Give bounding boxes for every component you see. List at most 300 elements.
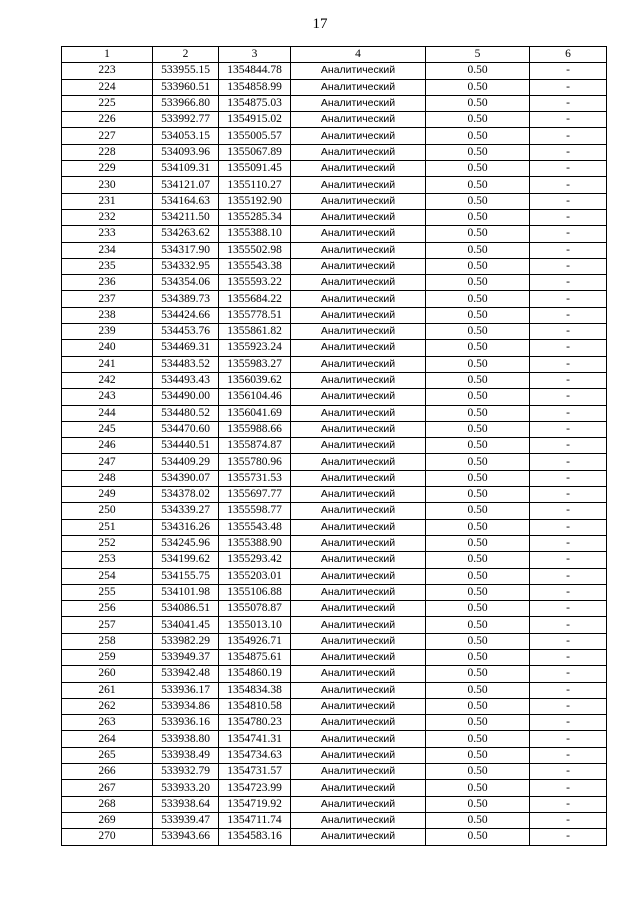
table-row xyxy=(62,356,607,372)
point-number-cell: 226 xyxy=(62,112,153,128)
point-number-cell: 267 xyxy=(62,780,153,796)
point-number-cell: 227 xyxy=(62,128,153,144)
method-cell: Аналитический xyxy=(291,95,426,111)
description-cell: - xyxy=(530,454,607,470)
x-coordinate-cell: 533939.47 xyxy=(153,812,219,828)
method-cell: Аналитический xyxy=(291,829,426,845)
point-number-cell: 236 xyxy=(62,275,153,291)
y-coordinate-cell: 1355388.10 xyxy=(219,226,291,242)
x-coordinate-cell: 534109.31 xyxy=(153,161,219,177)
x-coordinate-cell: 534339.27 xyxy=(153,503,219,519)
accuracy-cell: 0.50 xyxy=(426,112,530,128)
accuracy-cell: 0.50 xyxy=(426,307,530,323)
y-coordinate-cell: 1355067.89 xyxy=(219,144,291,160)
point-number-cell: 240 xyxy=(62,340,153,356)
table-row xyxy=(62,552,607,568)
x-coordinate-cell: 534101.98 xyxy=(153,584,219,600)
description-cell: - xyxy=(530,682,607,698)
point-number-cell: 261 xyxy=(62,682,153,698)
method-cell: Аналитический xyxy=(291,503,426,519)
y-coordinate-cell: 1355106.88 xyxy=(219,584,291,600)
accuracy-cell: 0.50 xyxy=(426,209,530,225)
description-cell: - xyxy=(530,177,607,193)
description-cell: - xyxy=(530,503,607,519)
table-row xyxy=(62,519,607,535)
method-cell: Аналитический xyxy=(291,63,426,79)
x-coordinate-cell: 533982.29 xyxy=(153,633,219,649)
y-coordinate-cell: 1355502.98 xyxy=(219,242,291,258)
point-number-cell: 270 xyxy=(62,829,153,845)
y-coordinate-cell: 1355091.45 xyxy=(219,161,291,177)
column-header-6: 6 xyxy=(530,47,607,63)
x-coordinate-cell: 534493.43 xyxy=(153,372,219,388)
table-row xyxy=(62,389,607,405)
accuracy-cell: 0.50 xyxy=(426,682,530,698)
method-cell: Аналитический xyxy=(291,519,426,535)
table-row xyxy=(62,633,607,649)
description-cell: - xyxy=(530,209,607,225)
y-coordinate-cell: 1354858.99 xyxy=(219,79,291,95)
x-coordinate-cell: 533934.86 xyxy=(153,698,219,714)
description-cell: - xyxy=(530,519,607,535)
point-number-cell: 253 xyxy=(62,552,153,568)
table-row xyxy=(62,324,607,340)
description-cell: - xyxy=(530,698,607,714)
method-cell: Аналитический xyxy=(291,226,426,242)
x-coordinate-cell: 534332.95 xyxy=(153,258,219,274)
method-cell: Аналитический xyxy=(291,258,426,274)
accuracy-cell: 0.50 xyxy=(426,519,530,535)
y-coordinate-cell: 1355110.27 xyxy=(219,177,291,193)
x-coordinate-cell: 534093.96 xyxy=(153,144,219,160)
x-coordinate-cell: 534316.26 xyxy=(153,519,219,535)
y-coordinate-cell: 1355983.27 xyxy=(219,356,291,372)
table-row xyxy=(62,275,607,291)
description-cell: - xyxy=(530,258,607,274)
y-coordinate-cell: 1354583.16 xyxy=(219,829,291,845)
y-coordinate-cell: 1354810.58 xyxy=(219,698,291,714)
table-row xyxy=(62,226,607,242)
method-cell: Аналитический xyxy=(291,731,426,747)
y-coordinate-cell: 1355684.22 xyxy=(219,291,291,307)
y-coordinate-cell: 1354734.63 xyxy=(219,747,291,763)
table-row xyxy=(62,747,607,763)
method-cell: Аналитический xyxy=(291,812,426,828)
x-coordinate-cell: 533936.16 xyxy=(153,715,219,731)
method-cell: Аналитический xyxy=(291,242,426,258)
x-coordinate-cell: 533942.48 xyxy=(153,666,219,682)
y-coordinate-cell: 1354834.38 xyxy=(219,682,291,698)
method-cell: Аналитический xyxy=(291,340,426,356)
method-cell: Аналитический xyxy=(291,682,426,698)
accuracy-cell: 0.50 xyxy=(426,552,530,568)
x-coordinate-cell: 534453.76 xyxy=(153,324,219,340)
y-coordinate-cell: 1354731.57 xyxy=(219,764,291,780)
accuracy-cell: 0.50 xyxy=(426,535,530,551)
y-coordinate-cell: 1355593.22 xyxy=(219,275,291,291)
description-cell: - xyxy=(530,584,607,600)
table-row xyxy=(62,470,607,486)
method-cell: Аналитический xyxy=(291,112,426,128)
point-number-cell: 245 xyxy=(62,421,153,437)
y-coordinate-cell: 1355285.34 xyxy=(219,209,291,225)
description-cell: - xyxy=(530,356,607,372)
point-number-cell: 249 xyxy=(62,487,153,503)
x-coordinate-cell: 534440.51 xyxy=(153,438,219,454)
y-coordinate-cell: 1354711.74 xyxy=(219,812,291,828)
y-coordinate-cell: 1354860.19 xyxy=(219,666,291,682)
point-number-cell: 242 xyxy=(62,372,153,388)
method-cell: Аналитический xyxy=(291,209,426,225)
x-coordinate-cell: 534470.60 xyxy=(153,421,219,437)
method-cell: Аналитический xyxy=(291,666,426,682)
description-cell: - xyxy=(530,128,607,144)
accuracy-cell: 0.50 xyxy=(426,242,530,258)
accuracy-cell: 0.50 xyxy=(426,487,530,503)
description-cell: - xyxy=(530,438,607,454)
table-row xyxy=(62,79,607,95)
x-coordinate-cell: 534354.06 xyxy=(153,275,219,291)
x-coordinate-cell: 533938.49 xyxy=(153,747,219,763)
table-row xyxy=(62,438,607,454)
method-cell: Аналитический xyxy=(291,79,426,95)
y-coordinate-cell: 1355203.01 xyxy=(219,568,291,584)
method-cell: Аналитический xyxy=(291,177,426,193)
accuracy-cell: 0.50 xyxy=(426,275,530,291)
column-header-1: 1 xyxy=(62,47,153,63)
method-cell: Аналитический xyxy=(291,405,426,421)
description-cell: - xyxy=(530,79,607,95)
point-number-cell: 234 xyxy=(62,242,153,258)
description-cell: - xyxy=(530,405,607,421)
x-coordinate-cell: 534245.96 xyxy=(153,535,219,551)
accuracy-cell: 0.50 xyxy=(426,389,530,405)
method-cell: Аналитический xyxy=(291,633,426,649)
accuracy-cell: 0.50 xyxy=(426,470,530,486)
method-cell: Аналитический xyxy=(291,372,426,388)
table-row xyxy=(62,405,607,421)
description-cell: - xyxy=(530,829,607,845)
table-row xyxy=(62,535,607,551)
accuracy-cell: 0.50 xyxy=(426,454,530,470)
y-coordinate-cell: 1355988.66 xyxy=(219,421,291,437)
table-row xyxy=(62,242,607,258)
point-number-cell: 225 xyxy=(62,95,153,111)
accuracy-cell: 0.50 xyxy=(426,666,530,682)
table-row xyxy=(62,601,607,617)
description-cell: - xyxy=(530,649,607,665)
accuracy-cell: 0.50 xyxy=(426,568,530,584)
table-row xyxy=(62,649,607,665)
point-number-cell: 223 xyxy=(62,63,153,79)
y-coordinate-cell: 1355293.42 xyxy=(219,552,291,568)
y-coordinate-cell: 1355861.82 xyxy=(219,324,291,340)
point-number-cell: 238 xyxy=(62,307,153,323)
table-row xyxy=(62,796,607,812)
point-number-cell: 258 xyxy=(62,633,153,649)
description-cell: - xyxy=(530,340,607,356)
method-cell: Аналитический xyxy=(291,535,426,551)
point-number-cell: 269 xyxy=(62,812,153,828)
x-coordinate-cell: 534424.66 xyxy=(153,307,219,323)
point-number-cell: 230 xyxy=(62,177,153,193)
x-coordinate-cell: 534490.00 xyxy=(153,389,219,405)
x-coordinate-cell: 533943.66 xyxy=(153,829,219,845)
point-number-cell: 237 xyxy=(62,291,153,307)
method-cell: Аналитический xyxy=(291,552,426,568)
point-number-cell: 247 xyxy=(62,454,153,470)
point-number-cell: 251 xyxy=(62,519,153,535)
method-cell: Аналитический xyxy=(291,780,426,796)
point-number-cell: 268 xyxy=(62,796,153,812)
description-cell: - xyxy=(530,470,607,486)
description-cell: - xyxy=(530,63,607,79)
description-cell: - xyxy=(530,193,607,209)
point-number-cell: 254 xyxy=(62,568,153,584)
table-row xyxy=(62,340,607,356)
point-number-cell: 265 xyxy=(62,747,153,763)
y-coordinate-cell: 1354844.78 xyxy=(219,63,291,79)
x-coordinate-cell: 534164.63 xyxy=(153,193,219,209)
table-row xyxy=(62,372,607,388)
point-number-cell: 260 xyxy=(62,666,153,682)
x-coordinate-cell: 534390.07 xyxy=(153,470,219,486)
description-cell: - xyxy=(530,112,607,128)
accuracy-cell: 0.50 xyxy=(426,584,530,600)
method-cell: Аналитический xyxy=(291,454,426,470)
x-coordinate-cell: 533932.79 xyxy=(153,764,219,780)
y-coordinate-cell: 1354875.61 xyxy=(219,649,291,665)
accuracy-cell: 0.50 xyxy=(426,601,530,617)
point-number-cell: 256 xyxy=(62,601,153,617)
x-coordinate-cell: 534053.15 xyxy=(153,128,219,144)
column-header-4: 4 xyxy=(291,47,426,63)
y-coordinate-cell: 1355731.53 xyxy=(219,470,291,486)
accuracy-cell: 0.50 xyxy=(426,829,530,845)
x-coordinate-cell: 534378.02 xyxy=(153,487,219,503)
point-number-cell: 266 xyxy=(62,764,153,780)
method-cell: Аналитический xyxy=(291,356,426,372)
description-cell: - xyxy=(530,421,607,437)
accuracy-cell: 0.50 xyxy=(426,421,530,437)
description-cell: - xyxy=(530,275,607,291)
accuracy-cell: 0.50 xyxy=(426,796,530,812)
accuracy-cell: 0.50 xyxy=(426,161,530,177)
accuracy-cell: 0.50 xyxy=(426,95,530,111)
accuracy-cell: 0.50 xyxy=(426,63,530,79)
description-cell: - xyxy=(530,161,607,177)
accuracy-cell: 0.50 xyxy=(426,649,530,665)
y-coordinate-cell: 1355005.57 xyxy=(219,128,291,144)
point-number-cell: 246 xyxy=(62,438,153,454)
description-cell: - xyxy=(530,226,607,242)
accuracy-cell: 0.50 xyxy=(426,715,530,731)
description-cell: - xyxy=(530,666,607,682)
point-number-cell: 241 xyxy=(62,356,153,372)
point-number-cell: 239 xyxy=(62,324,153,340)
header-row xyxy=(62,47,607,63)
table-row xyxy=(62,258,607,274)
y-coordinate-cell: 1355778.51 xyxy=(219,307,291,323)
y-coordinate-cell: 1355874.87 xyxy=(219,438,291,454)
y-coordinate-cell: 1355697.77 xyxy=(219,487,291,503)
description-cell: - xyxy=(530,633,607,649)
accuracy-cell: 0.50 xyxy=(426,291,530,307)
table-row xyxy=(62,617,607,633)
method-cell: Аналитический xyxy=(291,324,426,340)
x-coordinate-cell: 533933.20 xyxy=(153,780,219,796)
table-row xyxy=(62,63,607,79)
x-coordinate-cell: 533938.80 xyxy=(153,731,219,747)
table-header xyxy=(62,47,607,63)
accuracy-cell: 0.50 xyxy=(426,372,530,388)
method-cell: Аналитический xyxy=(291,568,426,584)
x-coordinate-cell: 534483.52 xyxy=(153,356,219,372)
description-cell: - xyxy=(530,144,607,160)
point-number-cell: 252 xyxy=(62,535,153,551)
table-row xyxy=(62,682,607,698)
table-row xyxy=(62,584,607,600)
x-coordinate-cell: 533936.17 xyxy=(153,682,219,698)
table-body xyxy=(62,63,607,845)
table-row xyxy=(62,128,607,144)
point-number-cell: 244 xyxy=(62,405,153,421)
description-cell: - xyxy=(530,780,607,796)
table-row xyxy=(62,487,607,503)
method-cell: Аналитический xyxy=(291,796,426,812)
description-cell: - xyxy=(530,812,607,828)
method-cell: Аналитический xyxy=(291,715,426,731)
table-row xyxy=(62,715,607,731)
y-coordinate-cell: 1355598.77 xyxy=(219,503,291,519)
description-cell: - xyxy=(530,307,607,323)
method-cell: Аналитический xyxy=(291,487,426,503)
y-coordinate-cell: 1354780.23 xyxy=(219,715,291,731)
accuracy-cell: 0.50 xyxy=(426,747,530,763)
accuracy-cell: 0.50 xyxy=(426,764,530,780)
accuracy-cell: 0.50 xyxy=(426,617,530,633)
description-cell: - xyxy=(530,291,607,307)
description-cell: - xyxy=(530,731,607,747)
y-coordinate-cell: 1355543.38 xyxy=(219,258,291,274)
method-cell: Аналитический xyxy=(291,291,426,307)
method-cell: Аналитический xyxy=(291,421,426,437)
table-row xyxy=(62,307,607,323)
accuracy-cell: 0.50 xyxy=(426,731,530,747)
accuracy-cell: 0.50 xyxy=(426,340,530,356)
y-coordinate-cell: 1354723.99 xyxy=(219,780,291,796)
accuracy-cell: 0.50 xyxy=(426,79,530,95)
point-number-cell: 232 xyxy=(62,209,153,225)
column-header-5: 5 xyxy=(426,47,530,63)
column-header-3: 3 xyxy=(219,47,291,63)
point-number-cell: 228 xyxy=(62,144,153,160)
table-row xyxy=(62,454,607,470)
point-number-cell: 248 xyxy=(62,470,153,486)
description-cell: - xyxy=(530,568,607,584)
description-cell: - xyxy=(530,535,607,551)
point-number-cell: 224 xyxy=(62,79,153,95)
point-number-cell: 263 xyxy=(62,715,153,731)
point-number-cell: 255 xyxy=(62,584,153,600)
x-coordinate-cell: 533992.77 xyxy=(153,112,219,128)
point-number-cell: 257 xyxy=(62,617,153,633)
accuracy-cell: 0.50 xyxy=(426,324,530,340)
y-coordinate-cell: 1354915.02 xyxy=(219,112,291,128)
x-coordinate-cell: 534211.50 xyxy=(153,209,219,225)
table-row xyxy=(62,177,607,193)
method-cell: Аналитический xyxy=(291,747,426,763)
x-coordinate-cell: 534199.62 xyxy=(153,552,219,568)
description-cell: - xyxy=(530,715,607,731)
point-number-cell: 229 xyxy=(62,161,153,177)
x-coordinate-cell: 533966.80 xyxy=(153,95,219,111)
x-coordinate-cell: 534121.07 xyxy=(153,177,219,193)
method-cell: Аналитический xyxy=(291,307,426,323)
x-coordinate-cell: 534409.29 xyxy=(153,454,219,470)
x-coordinate-cell: 534389.73 xyxy=(153,291,219,307)
table-row xyxy=(62,421,607,437)
page-number: 17 xyxy=(312,16,328,32)
description-cell: - xyxy=(530,242,607,258)
point-number-cell: 250 xyxy=(62,503,153,519)
accuracy-cell: 0.50 xyxy=(426,698,530,714)
table-row xyxy=(62,731,607,747)
table-row xyxy=(62,291,607,307)
description-cell: - xyxy=(530,747,607,763)
table-row xyxy=(62,112,607,128)
y-coordinate-cell: 1356041.69 xyxy=(219,405,291,421)
table-row xyxy=(62,95,607,111)
description-cell: - xyxy=(530,389,607,405)
description-cell: - xyxy=(530,601,607,617)
accuracy-cell: 0.50 xyxy=(426,193,530,209)
table-row xyxy=(62,829,607,845)
accuracy-cell: 0.50 xyxy=(426,226,530,242)
method-cell: Аналитический xyxy=(291,438,426,454)
method-cell: Аналитический xyxy=(291,698,426,714)
point-number-cell: 264 xyxy=(62,731,153,747)
accuracy-cell: 0.50 xyxy=(426,503,530,519)
table-row xyxy=(62,568,607,584)
accuracy-cell: 0.50 xyxy=(426,438,530,454)
y-coordinate-cell: 1354926.71 xyxy=(219,633,291,649)
accuracy-cell: 0.50 xyxy=(426,812,530,828)
x-coordinate-cell: 534041.45 xyxy=(153,617,219,633)
y-coordinate-cell: 1355543.48 xyxy=(219,519,291,535)
accuracy-cell: 0.50 xyxy=(426,177,530,193)
method-cell: Аналитический xyxy=(291,649,426,665)
x-coordinate-cell: 534155.75 xyxy=(153,568,219,584)
point-number-cell: 233 xyxy=(62,226,153,242)
point-number-cell: 259 xyxy=(62,649,153,665)
accuracy-cell: 0.50 xyxy=(426,258,530,274)
x-coordinate-cell: 533955.15 xyxy=(153,63,219,79)
description-cell: - xyxy=(530,764,607,780)
column-header-2: 2 xyxy=(153,47,219,63)
table-row xyxy=(62,698,607,714)
method-cell: Аналитический xyxy=(291,601,426,617)
table-row xyxy=(62,503,607,519)
y-coordinate-cell: 1355780.96 xyxy=(219,454,291,470)
method-cell: Аналитический xyxy=(291,128,426,144)
x-coordinate-cell: 534480.52 xyxy=(153,405,219,421)
table-row xyxy=(62,161,607,177)
y-coordinate-cell: 1354875.03 xyxy=(219,95,291,111)
accuracy-cell: 0.50 xyxy=(426,128,530,144)
x-coordinate-cell: 534263.62 xyxy=(153,226,219,242)
method-cell: Аналитический xyxy=(291,470,426,486)
